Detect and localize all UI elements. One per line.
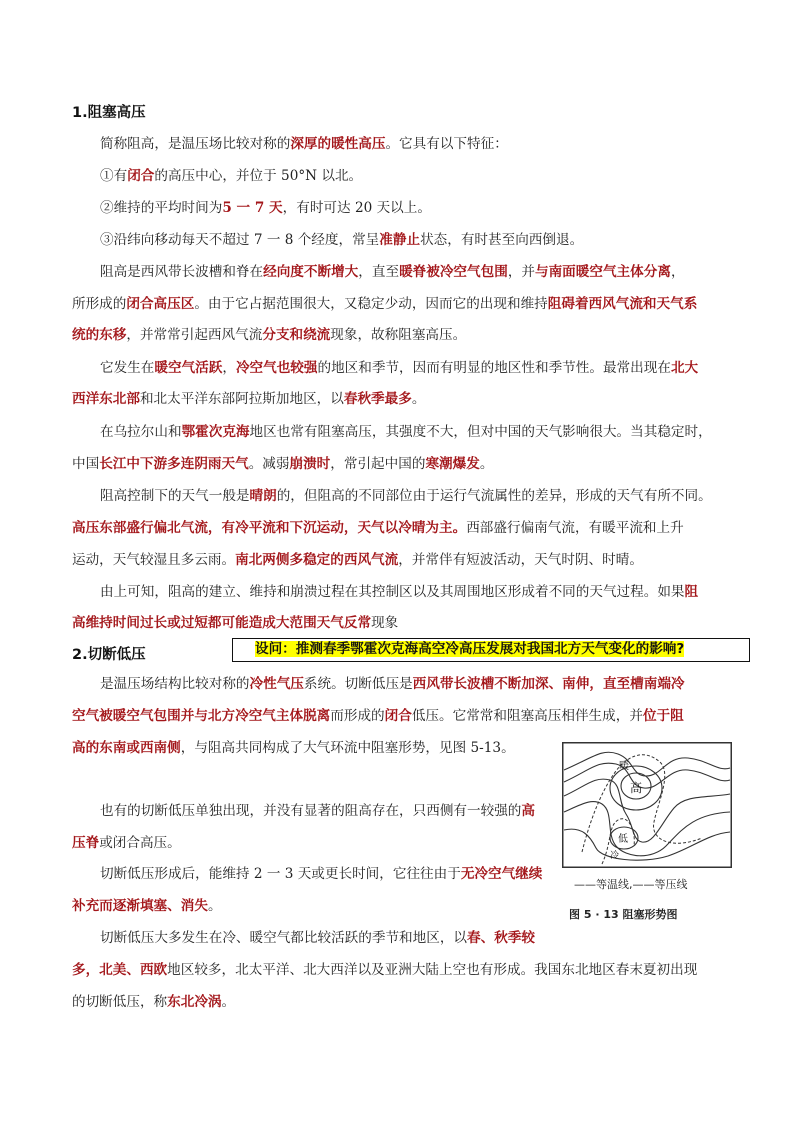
paragraph-line: 的切断低压，称东北冷涡。: [72, 994, 236, 1010]
high-center-label: 高: [630, 781, 643, 795]
feature-item: ①有闭合的高压中心，并位于 50°N 以北。: [100, 168, 363, 184]
question-callout-text: 设问：推测春季鄂霍次克海高空冷高压发展对我国北方天气变化的影响?: [255, 641, 685, 657]
paragraph-line: 空气被暖空气包围并与北方冷空气主体脱离而形成的闭合低压。它常常和阻塞高压相伴生成，并位于阻: [72, 708, 684, 724]
paragraph-line: 所形成的闭合高压区。由于它占据范围很大，又稳定少动，因而它的出现和维持阻碍着西风气流和天气系: [72, 296, 698, 312]
figure-legend: ——等温线,——等压线: [574, 878, 688, 891]
paragraph-line: 多，北美、西欧地区较多，北太平洋、北大西洋以及亚洲大陆上空也有形成。我国东北地区春末夏初出现: [72, 962, 698, 978]
paragraph-line: 也有的切断低压单独出现，并没有显著的阻高存在，只西侧有一较强的高: [100, 803, 535, 819]
paragraph-line: 压脊或闭合高压。: [72, 835, 181, 851]
low-center-label: 低: [618, 834, 628, 845]
figure-caption: 图 5 · 13 阻塞形势图: [569, 908, 678, 921]
paragraph-line: 高的东南或西南侧，与阻高共同构成了大气环流中阻塞形势，见图 5-13。: [72, 740, 515, 756]
paragraph-line: 统的东移，并常常引起西风气流分支和绕流现象，故称阻塞高压。: [72, 327, 467, 343]
paragraph-line: 中国长江中下游多连阴雨天气。减弱崩溃时，常引起中国的寒潮爆发。: [72, 456, 494, 472]
section-heading-cutoff-low: 2.切断低压: [72, 647, 146, 663]
paragraph-line: 运动，天气较湿且多云雨。南北两侧多稳定的西风气流，并常伴有短波活动，天气时阴、时晴。: [72, 552, 643, 568]
section-heading-blocking-high: 1.阻塞高压: [72, 105, 146, 121]
question-callout-box: [232, 638, 750, 662]
paragraph-line: 高维持时间过长或过短都可能造成大范围天气反常现象: [72, 615, 399, 631]
paragraph-line: 补充而逐渐填塞、消失。: [72, 898, 222, 914]
paragraph-line: 它发生在暖空气活跃，冷空气也较强的地区和季节，因而有明显的地区性和季节性。最常出现在北大: [100, 360, 699, 376]
feature-item: ③沿纬向移动每天不超过 7 一 8 个经度，常呈准静止状态，有时甚至向西倒退。: [100, 232, 584, 248]
blocking-pattern-figure: [562, 742, 732, 868]
paragraph-line: 高压东部盛行偏北气流，有冷平流和下沉运动，天气以冷晴为主。西部盛行偏南气流，有暖平流和上升: [72, 520, 684, 536]
paragraph-line: 阻高控制下的天气一般是晴朗的，但阻高的不同部位由于运行气流属性的差异，形成的天气有所不同。: [100, 488, 712, 504]
cold-label: 冷: [610, 851, 620, 861]
paragraph-line: 西洋东北部和北太平洋东部阿拉斯加地区，以春秋季最多。: [72, 391, 426, 407]
paragraph-line: 由上可知，阻高的建立、维持和崩溃过程在其控制区以及其周围地区形成着不同的天气过程。如果阻: [100, 584, 699, 600]
paragraph-line: 是温压场结构比较对称的冷性气压系统。切断低压是西风带长波槽不断加深、南伸，直至槽南端冷: [100, 676, 685, 692]
paragraph-line: 简称阻高，是温压场比较对称的深厚的暖性高压。它具有以下特征：: [100, 136, 508, 152]
paragraph-line: 切断低压大多发生在冷、暖空气都比较活跃的季节和地区，以春、秋季较: [100, 930, 535, 946]
warm-label: 暖: [619, 761, 629, 772]
paragraph-line: 在乌拉尔山和鄂霍次克海地区也常有阻塞高压，其强度不大，但对中国的天气影响很大。当其稳定时，: [100, 424, 712, 440]
paragraph-line: 阻高是西风带长波槽和脊在经向度不断增大，直至暖脊被冷空气包围，并与南面暖空气主体分离，: [100, 264, 685, 280]
paragraph-line: 切断低压形成后，能维持 2 一 3 天或更长时间，它往往由于无冷空气继续: [100, 866, 543, 882]
feature-item: ②维持的平均时间为5 一 7 天，有时可达 20 天以上。: [100, 200, 431, 216]
